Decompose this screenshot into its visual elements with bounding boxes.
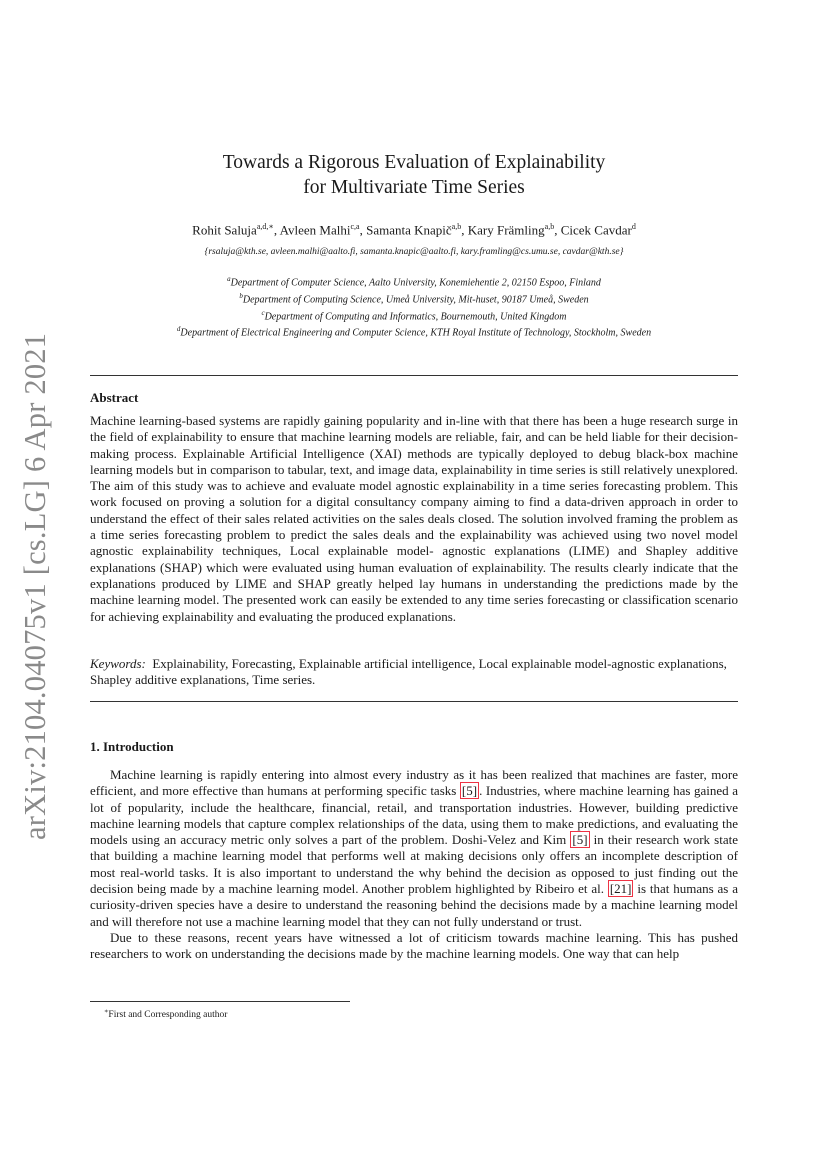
author-emails: {rsaluja@kth.se, avleen.malhi@aalto.fi, samanta.knapic@aalto.fi, kary.framling@cs.umu.se, cavdar@kth.se} <box>204 247 624 257</box>
footnote-rule <box>90 1001 350 1002</box>
paragraph: Due to these reasons, recent years have witnessed a lot of criticism towards machine learning. This has pushed researchers to work on understanding the decisions made by the machine learning models. One way that can help <box>90 929 738 962</box>
paragraph <box>90 767 738 930</box>
abstract-heading: Abstract <box>90 390 139 405</box>
author-name: Samanta Knapič <box>366 222 452 238</box>
author-affil-mark: a,b <box>544 222 555 231</box>
title-line-1: Towards a Rigorous Evaluation of Explainability <box>222 152 606 173</box>
author-affil-mark: c,a <box>350 222 360 231</box>
affiliation-text: Department of Computing and Informatics, Bournemouth, United Kingdom <box>264 310 567 322</box>
footnote-text: First and Corresponding author <box>108 1010 228 1021</box>
abstract-bottom-rule <box>90 701 738 702</box>
introduction-body <box>90 767 738 963</box>
affiliation-text: Department of Computer Science, Aalto University, Konemiehentie 2, 02150 Espoo, Finland <box>230 277 601 289</box>
keywords <box>90 656 738 689</box>
footnote <box>104 1007 227 1020</box>
citation-link[interactable]: [5] <box>572 832 588 848</box>
arxiv-identifier: arXiv:2104.04075v1 [cs.LG] 6 Apr 2021 <box>18 332 52 840</box>
affiliation-mark: a <box>227 275 231 283</box>
text-run: in their research work state that building a machine learning model that performs well at making decisions only offers an incomplete description of most real-world tasks. It is also important to understand the why behind the decision as opposed to just finding out the decision being made by a machine learning model. Another problem highlighted by Ribeiro et al. <box>90 832 738 897</box>
author-name: Avleen Malhi <box>279 222 351 238</box>
abstract-top-rule <box>90 375 738 376</box>
section-heading-introduction: 1. Introduction <box>90 739 174 754</box>
author-list: Rohit Saluja$^{a,d,∗}$, Avleen Malhi$^{c,a}$, Samanta Knapič$^{a,b}$, Kary Främling$^{a,b}$, Cicek Cavdar$^d$ <box>192 222 636 238</box>
citation-link[interactable]: [5] <box>461 783 478 799</box>
author-name: Kary Främling <box>467 222 545 238</box>
keywords-label: Keywords: <box>90 656 146 671</box>
affiliation-item <box>0 307 828 324</box>
author-name: Rohit Saluja <box>192 222 257 238</box>
affiliation-mark: b <box>239 291 243 300</box>
author-name: Cicek Cavdar <box>560 222 632 238</box>
text-run: is that humans as a curiosity-driven species have a desire to understand the reasoning behind the decisions made by a machine learning model and will therefore not use a machine learning model that they can not fully understand or trust. <box>90 881 738 929</box>
title-line-2: for Multivariate Time Series <box>303 177 525 198</box>
affiliation-mark: d <box>176 325 181 334</box>
author-affil-mark: a,b <box>451 222 462 231</box>
affiliation-item <box>0 323 828 340</box>
affiliation-text: Department of Computing Science, Umeå University, Mit-huset, 90187 Umeå, Sweden <box>242 294 589 306</box>
footnote-mark: ∗ <box>104 1008 109 1015</box>
affiliation-item <box>0 290 828 307</box>
keywords-text: Explainability, Forecasting, Explainable artificial intelligence, Local explainable model-agnostic explanations, Shapley additive explanations, Time series. <box>90 656 727 688</box>
affiliation-text: Department of Electrical Engineering and Computer Science, KTH Royal Institute of Technology, Stockholm, Sweden <box>180 327 652 339</box>
paper-title <box>0 150 828 200</box>
abstract-body: Machine learning-based systems are rapidly gaining popularity and in-line with that there has been a huge research surge in the field of explainability to ensure that machine learning models are reliable, fair, and can be held liable for their decision-making process. Explainable Artificial Intelligence (XAI) methods are typically deployed to debug black-box machine learning models but in comparison to tabular, text, and image data, explainability in time series is still relatively unexplored. The aim of this study was to achieve and evaluate model agnostic explainability in a time series forecasting problem. This work focused on proving a solution for a digital consultancy company aiming to find a data-driven approach in order to understand the effect of their sales related activities on the sales deals closed. The solution involved framing the problem as a time series forecasting problem to predict the sales deals and the explainability was achieved using two novel model agnostic explainability techniques, Local explainable model- agnostic explanations (LIME) and Shapley additive explanations (SHAP) which were evaluated using human evaluation of explainability. The results clearly indicate that the explanations produced by LIME and SHAP greatly helped lay humans in understanding the predictions made by the machine learning model. The presented work can easily be extended to any time series forecasting or classification scenario for achieving explainability and evaluating the produced explanations. <box>90 413 738 624</box>
citation-link[interactable]: [21] <box>609 881 632 897</box>
author-affil-mark: a,d,∗ <box>256 222 274 231</box>
text-run: Machine learning is rapidly entering into almost every industry as it has been realized that machines are faster, more efficient, and more effective than humans at performing specific tasks <box>90 767 738 799</box>
affiliation-mark: c <box>261 308 265 317</box>
author-affil-mark: d <box>631 222 636 231</box>
text-run: . Industries, where machine learning has gained a lot of popularity, include the healthcare, financial, retail, and transportation industries. However, building predictive machine learning models that capture complex relationships of the data, using them to make predictions, and evaluating the models using an accuracy metric only solves a part of the problem. Doshi-Velez and Kim <box>90 783 738 848</box>
affiliation-item <box>0 273 828 290</box>
affiliation-list <box>0 273 828 340</box>
